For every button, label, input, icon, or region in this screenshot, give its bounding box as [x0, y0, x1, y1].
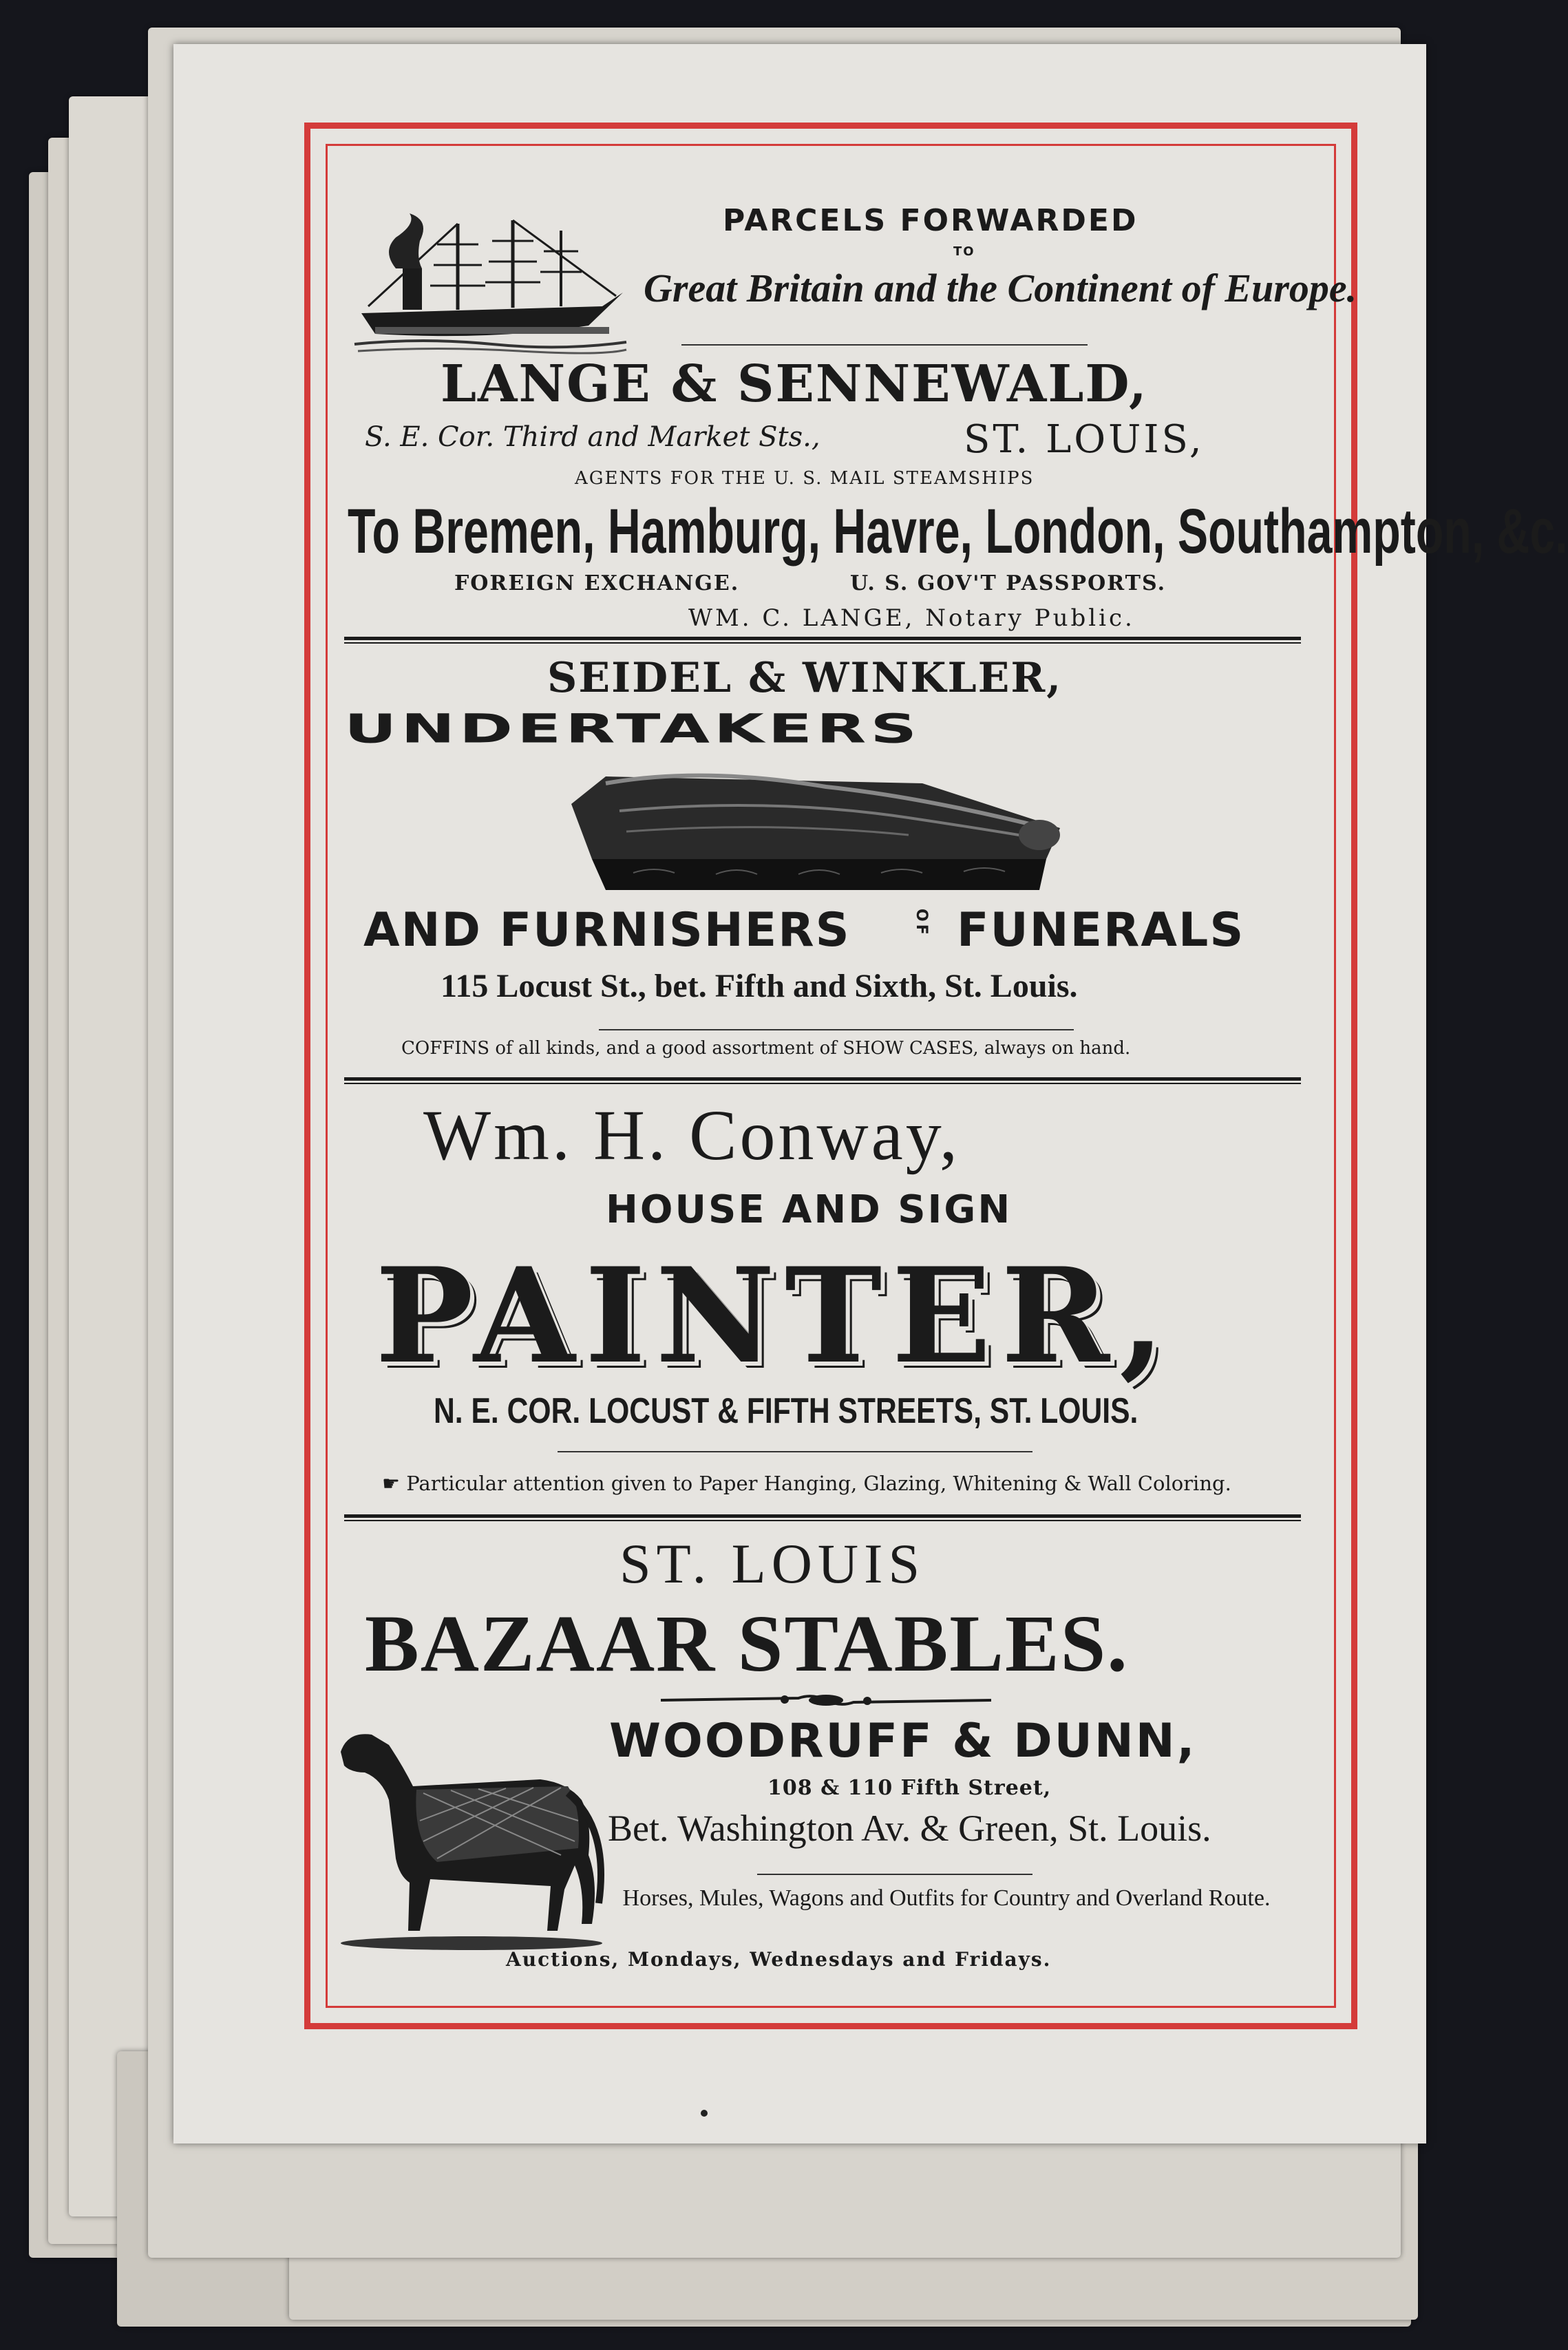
house-sign-text: HOUSE AND SIGN [606, 1187, 1013, 1232]
stables-street: 108 & 110 Fifth Street, [767, 1776, 1052, 1800]
undertaker-address: 115 Locust St., bet. Fifth and Sixth, St. Louis. [441, 968, 1078, 1004]
notary-line: WM. C. LANGE, Notary Public. [688, 604, 1135, 632]
conway-name: Wm. H. Conway, [423, 1096, 961, 1175]
funerals-text: FUNERALS [957, 903, 1245, 957]
divider [558, 1451, 1032, 1452]
lange-city: ST. LOUIS, [964, 417, 1205, 462]
stables-services: Horses, Mules, Wagons and Outfits for Country and Overland Route. [622, 1885, 1271, 1911]
section-divider [344, 637, 1301, 644]
of-label: OF [913, 909, 930, 938]
divider [599, 1029, 1074, 1030]
coffin-icon [564, 763, 1067, 900]
coffins-note: COFFINS of all kinds, and a good assortment of SHOW CASES, always on hand. [401, 1038, 1131, 1059]
ornamental-divider [661, 1690, 991, 1711]
woodruff-dunn-firm: WOODRUFF & DUNN, [609, 1714, 1197, 1768]
horse-icon [334, 1724, 609, 1951]
steamship-icon [354, 210, 626, 354]
painter-heading: PAINTER, [375, 1239, 1175, 1393]
painter-address: N. E. COR. LOCUST & FIFTH STREETS, ST. LOUIS. [434, 1391, 1138, 1431]
divider [757, 1874, 1032, 1875]
lange-address: S. E. Cor. Third and Market Sts., [365, 421, 820, 453]
section-divider [344, 1077, 1301, 1084]
foreign-exchange-label: FOREIGN EXCHANGE. [454, 571, 740, 595]
undertakers-heading: UNDERTAKERS [344, 706, 922, 752]
to-label: TO [953, 244, 975, 259]
agents-line: AGENTS FOR THE U. S. MAIL STEAMSHIPS [575, 468, 1035, 489]
page-dot [701, 2110, 708, 2117]
section-divider [344, 1514, 1301, 1521]
furnishers-text: AND FURNISHERS [363, 903, 851, 957]
lange-sennewald-firm: LANGE & SENNEWALD, [441, 354, 1148, 414]
parcels-forwarded-heading: PARCELS FORWARDED [723, 203, 1138, 238]
seidel-winkler-firm: SEIDEL & WINKLER, [547, 654, 1063, 702]
stables-city: ST. LOUIS [619, 1532, 926, 1595]
auctions-line: Auctions, Mondays, Wednesdays and Fridays. [506, 1948, 1052, 1971]
stables-location: Bet. Washington Av. & Green, St. Louis. [608, 1808, 1211, 1849]
divider [681, 344, 1088, 346]
destination-text: Great Britain and the Continent of Europe. [644, 266, 1357, 310]
bazaar-stables-heading: BAZAAR STABLES. [365, 1598, 1129, 1689]
painter-note: ☛ Particular attention given to Paper Hanging, Glazing, Whitening & Wall Coloring. [382, 1472, 1231, 1495]
ports-line: To Bremen, Hamburg, Havre, London, Southampton, &c. [348, 496, 1568, 567]
passports-label: U. S. GOV'T PASSPORTS. [850, 571, 1167, 595]
